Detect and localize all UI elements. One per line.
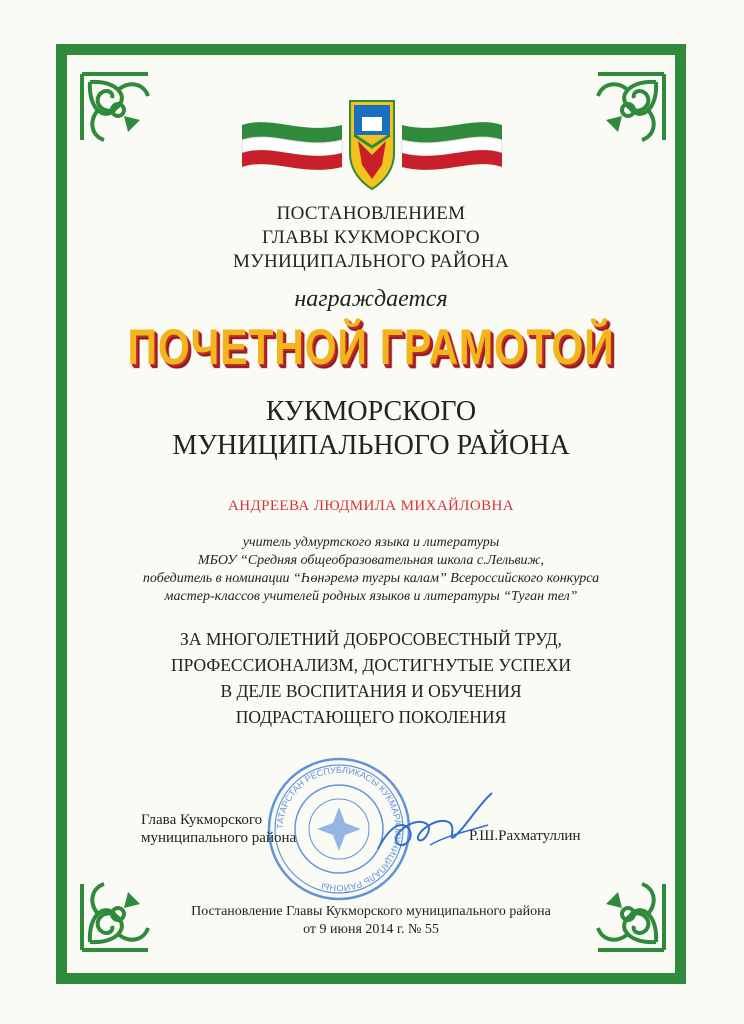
decree-header [56, 202, 686, 274]
reason-line: ПРОФЕССИОНАЛИЗМ, ДОСТИГНУТЫЕ УСПЕХИ [170, 655, 572, 675]
coat-of-arms-emblem-icon [232, 95, 512, 195]
recipient-name: АНДРЕЕВА ЛЮДМИЛА МИХАЙЛОВНА [228, 498, 514, 514]
position-line: Глава Кукморского [141, 812, 263, 828]
signatory-position [141, 811, 296, 847]
corner-ornament-icon [590, 70, 668, 148]
award-word: награждается [294, 286, 448, 312]
header-line: МУНИЦИПАЛЬНОГО РАЙОНА [233, 251, 509, 272]
decree-reference [56, 903, 686, 939]
header-line: ГЛАВЫ КУКМОРСКОГО [262, 227, 480, 248]
award-reason [56, 626, 686, 730]
reason-line: ЗА МНОГОЛЕТНИЙ ДОБРОСОВЕСТНЫЙ ТРУД, [180, 629, 562, 649]
recipient-description [56, 534, 686, 606]
position-line: муниципального района [141, 830, 297, 846]
region-name [56, 395, 686, 463]
signatory-name: Р.Ш.Рахматуллин [469, 828, 581, 844]
corner-ornament-icon [78, 70, 156, 148]
region-line: КУКМОРСКОГО [265, 396, 477, 427]
region-line: МУНИЦИПАЛЬНОГО РАЙОНА [172, 430, 570, 461]
reason-line: В ДЕЛЕ ВОСПИТАНИЯ И ОБУЧЕНИЯ [220, 681, 522, 701]
reason-line: ПОДРАСТАЮЩЕГО ПОКОЛЕНИЯ [235, 707, 507, 727]
certificate-title: ПОЧЕТНОЙ ГРАМОТОЙ [127, 319, 615, 375]
order-line: Постановление Главы Кукморского муниципального района [191, 904, 551, 919]
description-line: МБОУ “Средняя общеобразовательная школа с.Лельвиж, [197, 553, 545, 568]
description-line: мастер-классов учителей родных языков и литературы “Туган тел” [164, 589, 578, 604]
signature-icon [370, 785, 500, 865]
order-line: от 9 июня 2014 г. № 55 [303, 922, 439, 937]
description-line: победитель в номинации “Һөнәремә тугры калам” Всероссийского конкурса [142, 571, 600, 586]
header-line: ПОСТАНОВЛЕНИЕМ [276, 203, 466, 224]
description-line: учитель удмуртского языка и литературы [242, 535, 500, 550]
stamp-text: ТАТАРСТАН РЕСПУБЛИКАСЫ КУКМАРА МУНИЦИПАЛЬ РАЙОНЫ [274, 764, 404, 894]
